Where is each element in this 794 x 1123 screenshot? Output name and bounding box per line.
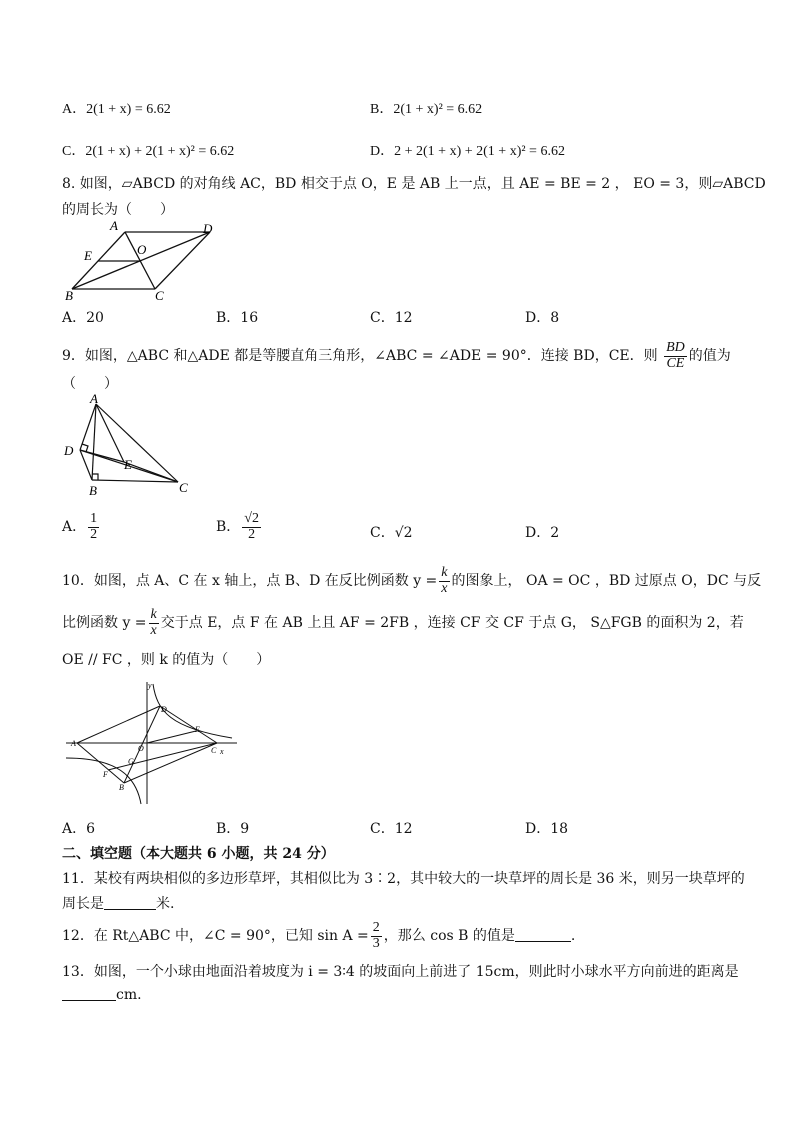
q11-text-after-blank: 米. [156,896,175,912]
q12-frac-num: 2 [372,920,380,935]
q10-stem-part2: 的图象上， OA = OC ，BD 过原点 O，DC 与反 [451,573,762,590]
q11-text-before-blank: 周长是 [62,896,104,912]
q9-label-e: E [124,457,132,472]
q12-text-part2: ，那么 cos B 的值是 [383,928,515,945]
q10-label-e: E [195,725,200,734]
q10-fraction-k-x-2 [149,608,159,638]
q9-option-a-num: 1 [90,511,98,526]
q10-label-b: B [119,783,124,792]
q9-option-a-den: 2 [90,526,98,542]
q7-option-b [370,98,482,118]
q7-option-b-equation: 2(1 + x)² = 6.62 [393,102,483,117]
q10-fraction-k-x-1 [439,566,449,596]
q8-label-c: C [155,288,164,303]
q9-right-angle-b [92,474,98,480]
q10-frac1-num: k [441,565,448,580]
q9-label-a: A [90,392,98,406]
q10-label-c: C [211,746,217,755]
q9-label-d: D [64,443,74,458]
q9-frac-num: BD [666,340,685,355]
q9-option-b [216,512,263,542]
q7-option-b-label: B． [370,102,394,117]
q10-stem-line3: OE // FC ，则 k 的值为（ ） [62,652,271,668]
section-heading-fill-in: 二、填空题（本大题共 6 小题，共 24 分） [62,846,335,862]
q10-label-y: y [148,681,152,690]
q8-side-dc [155,232,210,289]
q9-option-a-label: A． [62,519,87,536]
q9-stem-end: 的值为 [688,348,731,365]
q10-stem-line2 [62,608,744,638]
q10-label-f: F [103,770,108,779]
q9-triangles-figure [58,392,198,502]
q9-option-a-fraction [88,512,99,542]
q8-label-a: A [110,218,118,233]
q8-label-d: D [203,221,213,236]
q12-answer-blank[interactable] [515,927,571,942]
q8-option-d: D．8 [525,310,560,326]
q10-option-c: C．12 [370,821,413,837]
q10-label-g: G [128,757,134,766]
q10-label-x: x [220,747,224,756]
q13-stem-line2 [62,986,142,1003]
q8-option-a: A．20 [62,310,104,326]
q9-side-bc [92,480,178,482]
q9-option-c: C．√2 [370,525,413,541]
q9-option-b-den: 2 [248,526,256,542]
q7-option-a [62,98,171,118]
q7-option-a-label: A． [62,102,87,117]
q10-frac2-num: k [150,607,157,622]
q10-stem-part3: 比例函数 y = [62,615,147,632]
q8-label-e: E [84,248,92,263]
q7-option-d-label: D． [370,144,395,159]
q10-frac1-den: x [441,580,448,596]
q10-frac2-den: x [150,622,157,638]
q8-option-b: B．16 [216,310,259,326]
q10-label-a: A [71,739,76,748]
q12-text-part1: 12．在 Rt△ABC 中，∠C = 90°，已知 sin A = [62,928,369,945]
q10-stem-line1 [62,566,761,596]
q10-segment-ad [77,706,160,743]
q10-segment-oe [147,731,196,743]
q7-option-c [62,140,234,160]
q10-label-o: O [138,744,144,753]
q10-option-a: A．6 [62,821,96,837]
q8-stem-line1: 8. 如图，▱ABCD 的对角线 AC，BD 相交于点 O，E 是 AB 上一点，且 AE = BE = 2 ， EO = 3，则▱ABCD [62,176,766,192]
q9-stem-text: 9．如图，△ABC 和△ADE 都是等腰直角三角形，∠ABC = ∠ADE = 90°．连接 BD，CE．则 [62,348,658,365]
q9-fraction-bd-ce [664,341,687,371]
q10-label-d: D [161,705,167,714]
q8-parallelogram-figure [60,218,230,303]
q8-stem-line2: 的周长为（ ） [62,202,174,218]
q11-stem-line2 [62,893,174,913]
q9-side-ae [96,404,124,462]
q9-side-ac [96,404,178,482]
q9-label-c: C [179,480,188,495]
q9-option-b-fraction [242,512,261,542]
q7-option-c-label: C． [62,144,86,159]
q7-option-a-equation: 2(1 + x) = 6.62 [86,102,171,117]
q13-answer-blank[interactable] [62,986,116,1001]
q8-option-c: C．12 [370,310,413,326]
q9-stem-line2: （ ） [62,376,118,392]
q8-label-b: B [65,288,73,303]
q9-option-a [62,512,101,542]
q9-option-b-label: B． [216,519,241,536]
q10-stem-part1: 10．如图，点 A、C 在 x 轴上，点 B、D 在反比例函数 y = [62,573,438,590]
q9-side-db [80,450,92,480]
q10-option-d: D．18 [525,821,569,837]
q10-option-b: B．9 [216,821,250,837]
q13-stem-line1: 13．如图，一个小球由地面沿着坡度为 i = 3∶4 的坡面向上前进了 15cm，则此时小球水平方向前进的距离是 [62,964,739,980]
q13-text-after-blank: cm. [116,987,142,1003]
q12-text-part3: . [570,928,576,945]
q7-option-d-equation: 2 + 2(1 + x) + 2(1 + x)² = 6.62 [394,144,565,159]
q8-label-o: O [137,242,147,257]
q9-frac-den: CE [666,355,685,371]
q9-stem-line1 [62,341,731,371]
q12-stem [62,921,575,951]
q9-option-b-num: √2 [244,511,259,526]
q10-stem-part4: 交于点 E，点 F 在 AB 上且 AF = 2FB ，连接 CF 交 CF 于点 G， S△FGB 的面积为 2，若 [160,615,744,632]
q9-option-d: D．2 [525,525,560,541]
q10-segment-ba [77,743,124,783]
q10-hyperbola-figure [62,676,242,808]
q12-frac-den: 3 [372,935,380,951]
q11-answer-blank[interactable] [104,895,156,910]
q12-fraction-2-3 [371,921,382,951]
q11-stem-line1: 11．某校有两块相似的多边形草坪，其相似比为 3∶2，其中较大的一块草坪的周长是 36 米，则另一块草坪的 [62,871,745,887]
q9-label-b: B [89,483,97,498]
q7-option-d [370,140,565,160]
q7-option-c-equation: 2(1 + x) + 2(1 + x)² = 6.62 [85,144,235,159]
